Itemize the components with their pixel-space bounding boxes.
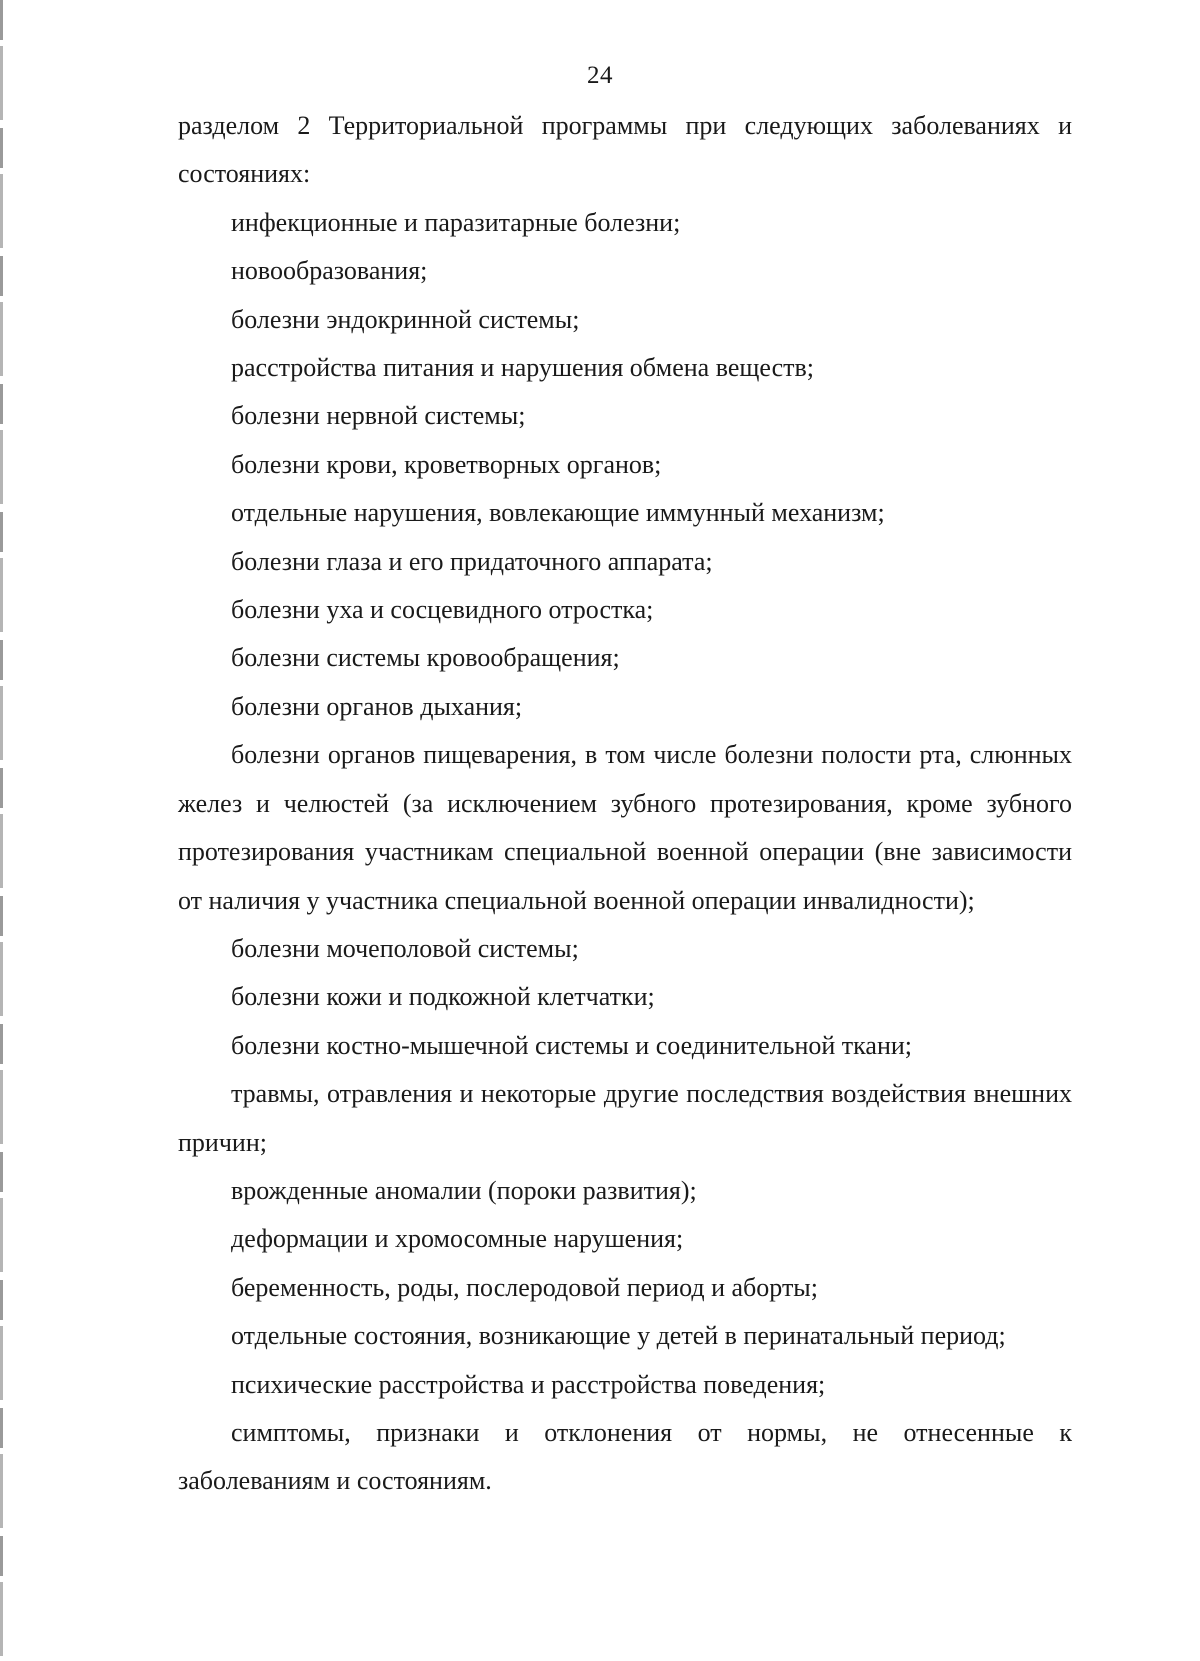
scan-edge-artifact [0, 0, 3, 1661]
list-item-chromosomal: деформации и хромосомные нарушения; [231, 1224, 684, 1254]
list-item-musculoskeletal: болезни костно-мышечной системы и соединительной ткани; [231, 1030, 913, 1060]
list-item-perinatal: отдельные состояния, возникающие у детей в перинатальный период; [231, 1321, 1006, 1351]
list-item-symptoms: симптомы, признаки и отклонения от нормы, не отнесенные к заболеваниям и состояниям. [178, 1417, 1072, 1496]
list-item-endocrine: болезни эндокринной системы; [231, 304, 580, 334]
list-item-digestive: болезни органов пищеварения, в том числе болезни полости рта, слюнных желез и челюстей (за исключением зубного протезирования, кроме зубного протезирования участникам специальной военной операции (вне зависимости от наличия у участника специальной военной операции инвалидности); [178, 740, 1072, 915]
list-item-respiratory: болезни органов дыхания; [231, 691, 523, 721]
list-item-injuries: травмы, отравления и некоторые другие последствия воздействия внешних причин; [178, 1079, 1072, 1157]
list-item-immune: отдельные нарушения, вовлекающие иммунный механизм; [231, 498, 885, 528]
body-text [178, 102, 1072, 1506]
list-item-mental: психические расстройства и расстройства поведения; [231, 1369, 826, 1399]
list-item-ear: болезни уха и сосцевидного отростка; [231, 595, 654, 625]
page-number: 24 [587, 62, 613, 89]
list-item-blood: болезни крови, кроветворных органов; [231, 449, 662, 479]
paragraph-intro: разделом 2 Территориальной программы при следующих заболеваниях и состояниях: [178, 111, 1072, 189]
list-item-nutrition: расстройства питания и нарушения обмена веществ; [231, 353, 814, 383]
list-item-infectious: инфекционные и паразитарные болезни; [231, 207, 681, 237]
list-item-neoplasms: новообразования; [231, 256, 428, 286]
list-item-eye: болезни глаза и его придаточного аппарата; [231, 546, 713, 576]
list-item-congenital: врожденные аномалии (пороки развития); [231, 1175, 697, 1205]
list-item-genitourinary: болезни мочеполовой системы; [231, 933, 579, 963]
list-item-skin: болезни кожи и подкожной клетчатки; [231, 982, 655, 1012]
list-item-circulatory: болезни системы кровообращения; [231, 643, 620, 673]
list-item-nervous: болезни нервной системы; [231, 401, 526, 431]
list-item-pregnancy: беременность, роды, послеродовой период и аборты; [231, 1272, 818, 1302]
